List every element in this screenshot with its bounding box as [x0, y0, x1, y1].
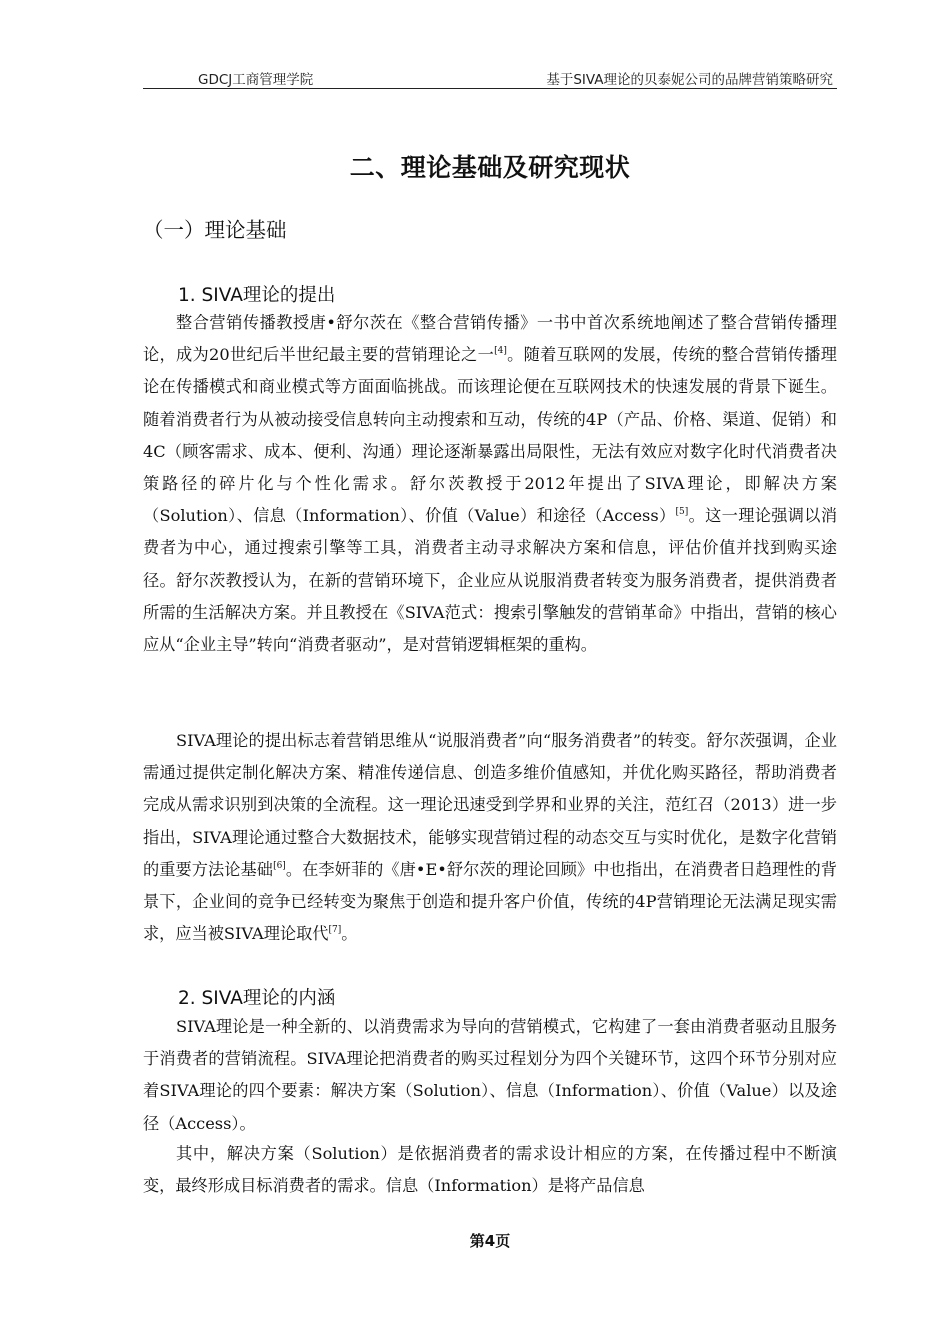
citation-6: [6]: [273, 860, 286, 871]
paragraph-2-text-c: 。: [341, 924, 358, 944]
paragraph-2-text-a: SIVA理论的提出标志着营销思维从“说服消费者”向“服务消费者”的转变。舒尔茨强调，企业需通过提供定制化解决方案、精准传递信息、创造多维价值感知，并优化购买路径，帮助消费者完成从需求识别到决策的全流程。这一理论迅速受到学界和业界的关注，范红召（2013）进一步指出，SIVA理论通过整合大数据技术，能够实现营销过程的动态交互与实时优化，是数字化营销的重要方法论基础: [143, 731, 837, 879]
paragraph-2: [143, 725, 837, 950]
page-header: [143, 62, 837, 89]
paragraph-2-text-b: 。在李妍菲的《唐•E•舒尔茨的理论回顾》中也指出，在消费者日趋理性的背景下，企业间的竞争已经转变为聚焦于创造和提升客户价值，传统的4P营销理论无法满足现实需求，应当被SIVA理论取代: [143, 859, 837, 944]
header-institution: GDCJ工商管理学院: [198, 72, 314, 88]
section-title: （一）理论基础: [143, 218, 287, 242]
page-number: 第4页: [469, 1232, 511, 1250]
paragraph-1-text-c: 。这一理论强调以消费者为中心，通过搜索引擎等工具，消费者主动寻求解决方案和信息，评估价值并找到购买途径。舒尔茨教授认为，在新的营销环境下，企业应从说服消费者转变为服务消费者，提供消费者所需的生活解决方案。并且教授在《SIVA范式：搜索引擎触发的营销革命》中指出，营销的核心应从“企业主导”转向“消费者驱动”，是对营销逻辑框架的重构。: [143, 506, 838, 655]
paragraph-1: [143, 307, 837, 661]
paragraph-4: 其中，解决方案（Solution）是依据消费者的需求设计相应的方案，在传播过程中不断演变，最终形成目标消费者的需求。信息（Information）是将产品信息: [143, 1144, 837, 1196]
header-thesis-title: 基于SIVA理论的贝泰妮公司的品牌营销策略研究: [546, 72, 833, 88]
paragraph-3: SIVA理论是一种全新的、以消费需求为导向的营销模式，它构建了一套由消费者驱动且服务于消费者的营销流程。SIVA理论把消费者的购买过程划分为四个关键环节，这四个环节分别对应着SIVA理论的四个要素：解决方案（Solution）、信息（Information）、价值（Value）以及途径（Access）。: [143, 1017, 837, 1133]
citation-4: [4]: [494, 346, 507, 357]
paragraph-1-text-a: 整合营销传播教授唐•舒尔茨在《整合营销传播》一书中首次系统地阐述了整合营销传播理论，成为20世纪后半世纪最主要的营销理论之一: [143, 313, 837, 365]
chapter-title: 二、理论基础及研究现状: [349, 153, 631, 182]
subsection-title-2: 2. SIVA理论的内涵: [178, 988, 336, 1009]
citation-5: [5]: [675, 507, 689, 518]
subsection-title-1: 1. SIVA理论的提出: [178, 285, 336, 306]
citation-7: [7]: [328, 925, 342, 936]
paragraph-1-text-b: 。随着互联网的发展，传统的整合营销传播理论在传播模式和商业模式等方面面临挑战。而该理论便在互联网技术的快速发展的背景下诞生。随着消费者行为从被动接受信息转向主动搜索和互动，传统的4P（产品、价格、渠道、促销）和4C（顾客需求、成本、便利、沟通）理论逐渐暴露出局限性，无法有效应对数字化时代消费者决策路径的碎片化与个性化需求。舒尔茨教授于2012年提出了SIVA理论，即解决方案（Solution）、信息（Information）、价值（Value）和途径（Access）: [143, 345, 837, 526]
